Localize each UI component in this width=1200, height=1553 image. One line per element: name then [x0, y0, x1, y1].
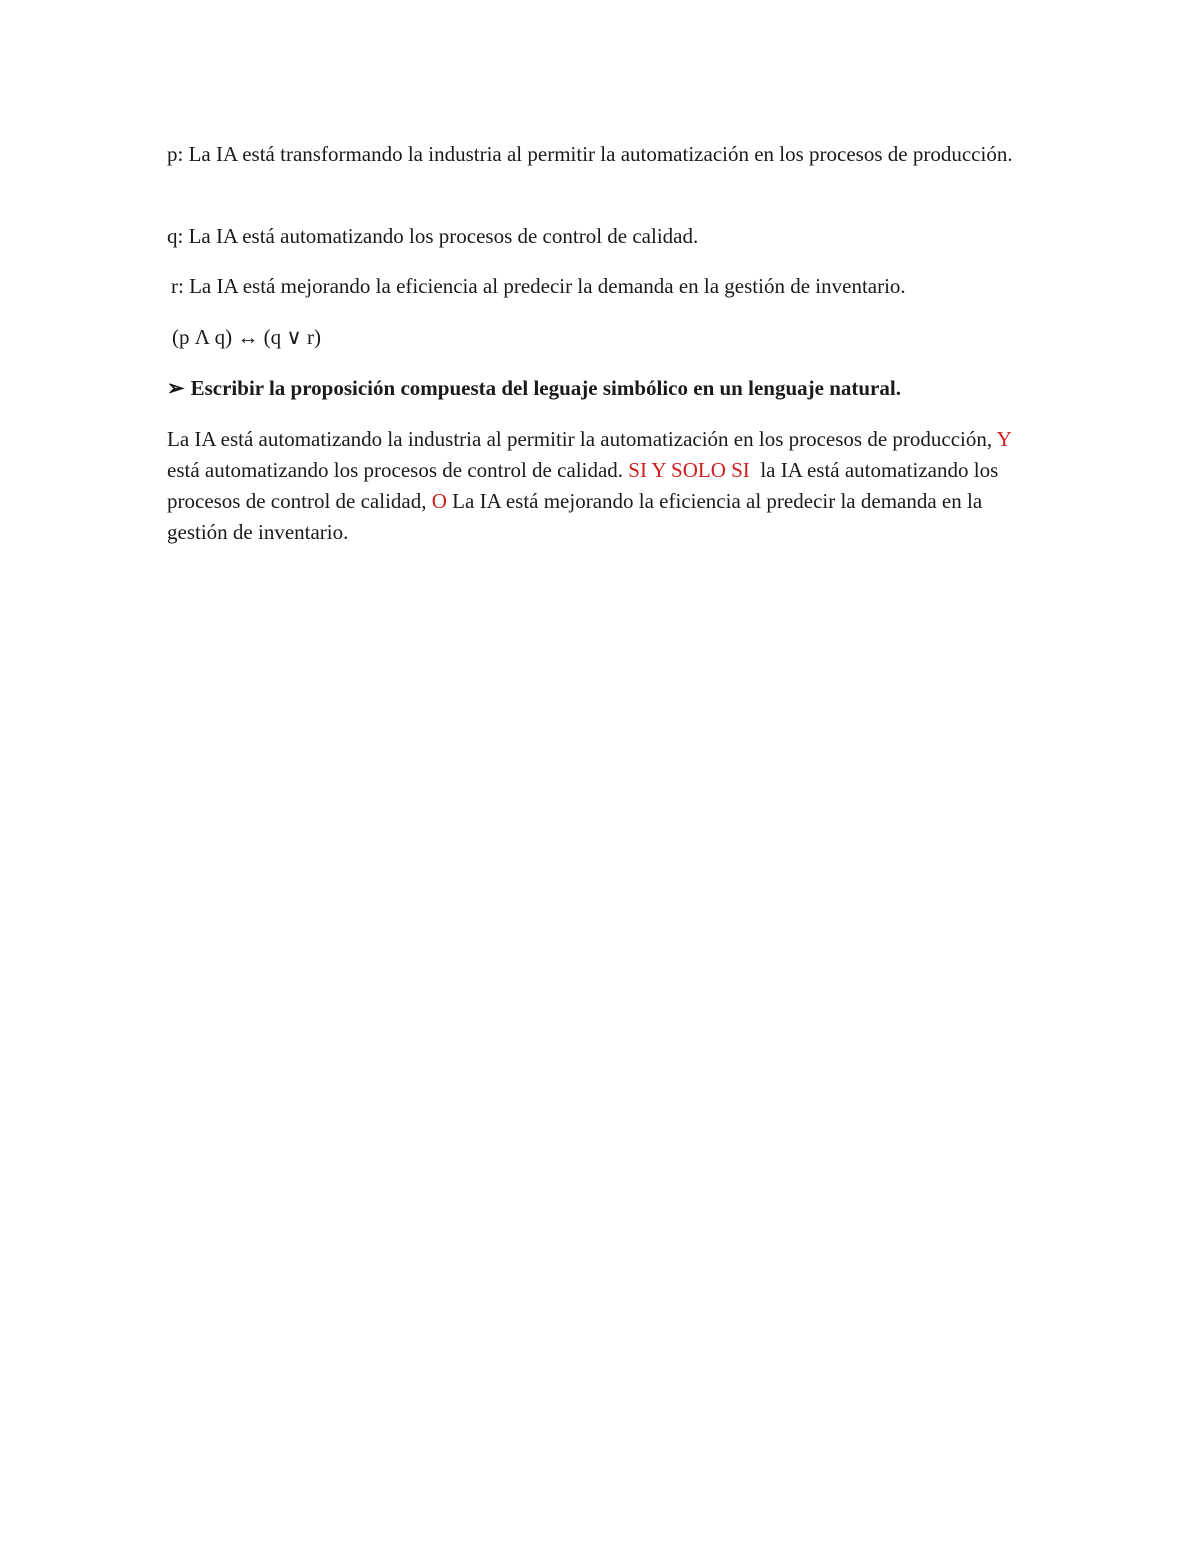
- connective-or: O: [431, 489, 447, 513]
- answer-part-2: está automatizando los procesos de control de calidad.: [167, 458, 629, 482]
- connective-iff: SI Y SOLO SI: [628, 458, 750, 482]
- answer-part-1: La IA está automatizando la industria al permitir la automatización en los procesos de producción,: [167, 427, 997, 451]
- answer-part-3: la IA está automatizando los procesos de control de calidad,: [167, 458, 1004, 513]
- proposition-r: r: La IA está mejorando la eficiencia al predecir la demanda en la gestión de inventario.: [171, 274, 906, 298]
- connective-and: Y: [996, 427, 1012, 451]
- proposition-q: q: La IA está automatizando los procesos de control de calidad.: [167, 224, 699, 248]
- arrow-bullet-icon: ➢: [167, 376, 185, 400]
- natural-language-answer: [167, 424, 1047, 548]
- proposition-p: p: La IA está transformando la industria al permitir la automatización en los procesos de producción.: [167, 142, 1013, 166]
- task-instruction: [167, 373, 1047, 404]
- task-text: Escribir la proposición compuesta del leguaje simbólico en un lenguaje natural.: [190, 376, 901, 400]
- answer-part-4: La IA está mejorando la eficiencia al predecir la demanda en la gestión de inventario.: [167, 489, 983, 544]
- symbolic-formula: (p Λ q) ↔ (q ∨ r): [172, 325, 322, 349]
